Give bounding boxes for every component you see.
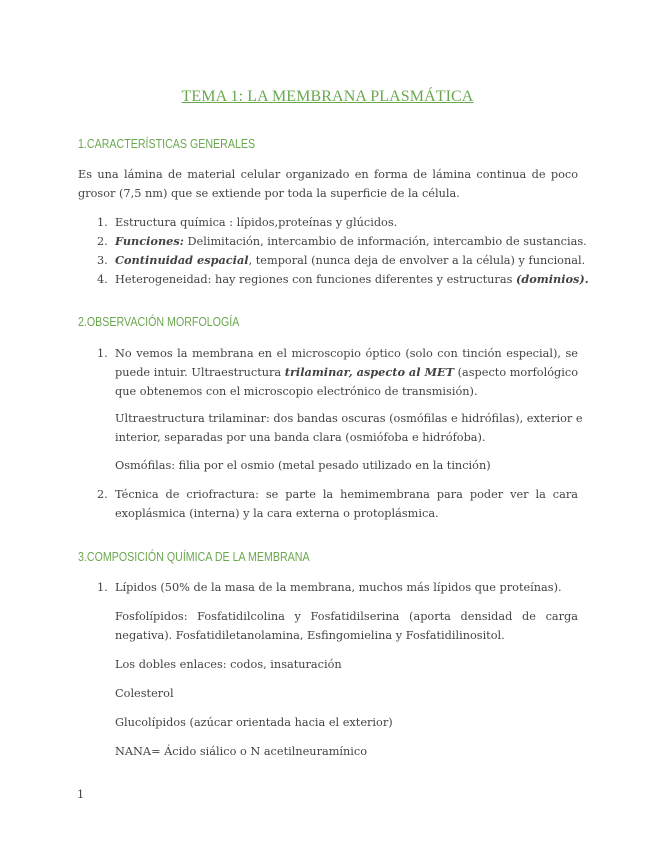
item-text: (aspecto morfológico [454, 366, 578, 379]
fosfolipidos-paragraph [115, 607, 578, 645]
item-line-2 [115, 363, 578, 382]
document-title: TEMA 1: LA MEMBRANA PLASMÁTICA [181, 88, 474, 105]
bold-term: Funciones: [115, 234, 184, 248]
osmofilas-paragraph: Osmófilas: filia por el osmio (metal pesado utilizado en la tinción) [115, 459, 491, 472]
list-item-microscopio [115, 344, 578, 401]
item-text: puede intuir. Ultraestructura [115, 366, 285, 379]
para-line-1: Fosfolípidos: Fosfatidilcolina y Fosfatidilserina (aporta densidad de carga [115, 610, 578, 623]
list-number: 2. [97, 235, 108, 248]
item-line-2: exoplásmica (interna) y la cara externa o protoplásmica. [115, 507, 439, 520]
section-heading-2: 2.OBSERVACIÓN MORFOLOGÍA [78, 314, 240, 329]
list-item-estructura: Estructura química : lípidos,proteínas y glúcidos. [115, 216, 398, 229]
list-number: 4. [97, 273, 108, 286]
bold-term: trilaminar, aspecto al MET [284, 365, 454, 379]
list-number: 1. [97, 347, 108, 360]
section-heading-3: 3.COMPOSICIÓN QUÍMICA DE LA MEMBRANA [78, 549, 310, 564]
list-number: 2. [97, 488, 108, 501]
list-item-criofractura [115, 485, 578, 523]
para-line-2: negativa). Fosfatidiletanolamina, Esfingomielina y Fosfatidilinositol. [115, 629, 505, 642]
para-line-1: Ultraestructura trilaminar: dos bandas oscuras (osmófilas e hidrófilas), exterior e [115, 412, 583, 425]
ultraestructura-paragraph [115, 409, 583, 447]
item-line-1: No vemos la membrana en el microscopio óptico (solo con tinción especial), se [115, 347, 578, 360]
list-item-lipidos: Lípidos (50% de la masa de la membrana, muchos más lípidos que proteínas). [115, 581, 562, 594]
bold-term: (dominios). [515, 272, 589, 286]
section-1-intro [78, 165, 578, 203]
section-heading-1: 1.CARACTERÍSTICAS GENERALES [78, 136, 256, 151]
colesterol-paragraph: Colesterol [115, 687, 174, 700]
nana-paragraph: NANA= Ácido siálico o N acetilneuramínico [115, 745, 368, 758]
item-line-3: que obtenemos con el microscopio electrónico de transmisión). [115, 385, 478, 398]
list-number: 3. [97, 254, 108, 267]
list-item-heterogeneidad [115, 270, 589, 289]
page-number: 1 [77, 788, 85, 801]
dobles-enlaces-paragraph: Los dobles enlaces: codos, insaturación [115, 658, 342, 671]
para-line-2: interior, separadas por una banda clara (osmiófoba e hidrófoba). [115, 431, 486, 444]
item-text: Delimitación, intercambio de información, intercambio de sustancias. [183, 235, 587, 248]
item-text: , temporal (nunca deja de envolver a la célula) y funcional. [248, 254, 586, 267]
item-line-1: Técnica de criofractura: se parte la hemimembrana para poder ver la cara [115, 488, 578, 501]
list-number: 1. [97, 581, 108, 594]
bold-term: Continuidad espacial [115, 253, 249, 267]
glucolipidos-paragraph: Glucolípidos (azúcar orientada hacia el exterior) [115, 716, 393, 729]
intro-line-2: grosor (7,5 nm) que se extiende por toda la superficie de la célula. [78, 187, 460, 200]
list-item-funciones [115, 232, 587, 251]
intro-line-1: Es una lámina de material celular organizado en forma de lámina continua de poco [78, 168, 578, 181]
list-number: 1. [97, 216, 108, 229]
item-text: Heterogeneidad: hay regiones con funciones diferentes y estructuras [115, 273, 516, 286]
list-item-continuidad [115, 251, 586, 270]
